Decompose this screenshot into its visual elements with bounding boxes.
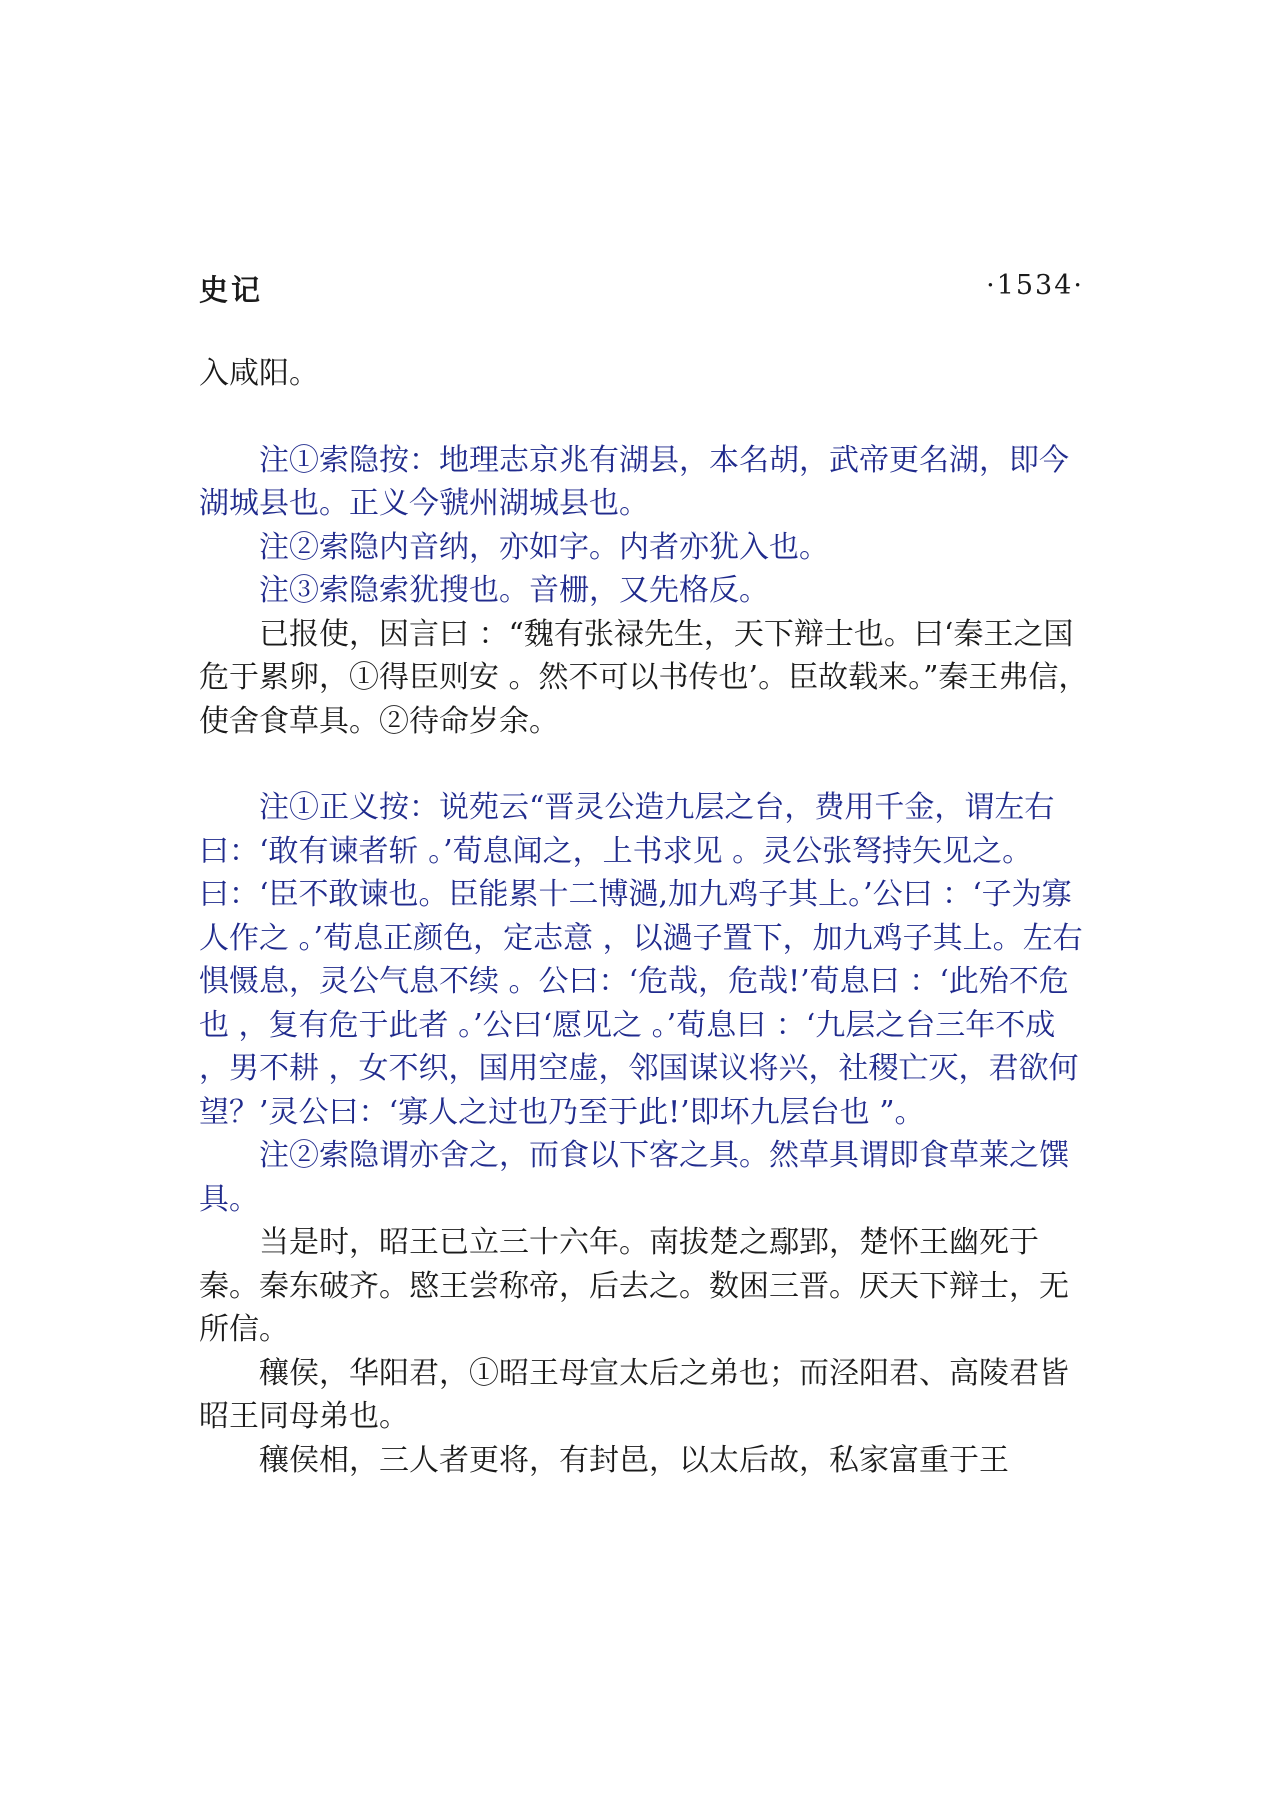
text-paragraph: 穰侯相，三人者更将，有封邑，以太后故，私家富重于王 — [259, 1442, 1009, 1478]
annotation-paragraph: 注②索隐内音纳，亦如字。内者亦犹入也。 — [259, 529, 829, 565]
annotation-paragraph: 注③索隐索犹搜也。音栅，又先格反。 — [259, 573, 769, 608]
text-paragraph: 入咸阳。 — [199, 356, 319, 391]
annotation-paragraph: 注①正义按：说苑云“晋灵公造九层之台，费用千金，谓左右曰：‘敢有谏者斩 。’荀息闻之，上书求见 。灵公张弩持矢见之。曰：‘臣不敢谏也。臣能累十二博濄,加九鸡子其上。’公曰 ：‘子为寡人作之 。’荀息正颜色，定志意 ，以濄子置下，加九鸡子其上。左右惧慑息，灵公气息不续 。公曰：‘危哉，危哉!’荀息曰 ：‘此殆不危也 ，复有危于此者 。’公曰‘愿见之 。’荀息曰 ：‘九层之台三年不成 ，男不耕 ，女不织，国用空虚，邻国谋议将兴，社稷亡灭，君欲何望？’灵公曰：‘寡人之过也乃至于此!’即坏九层台也 ”。 — [199, 790, 1083, 1130]
text-paragraph: 穰侯，华阳君，①昭王母宣太后之弟也；而泾阳君、高陵君皆昭王同母弟也。 — [199, 1355, 1069, 1434]
page-body — [199, 352, 1089, 1482]
paragraph-gap — [199, 743, 1089, 786]
page-number: ·1534· — [986, 270, 1084, 301]
annotation-paragraph: 注①索隐按：地理志京兆有湖县，本名胡，武帝更名湖，即今湖城县也。正义今虢州湖城县也。 — [199, 442, 1069, 521]
book-title: 史记 — [199, 273, 264, 307]
text-paragraph: 已报使，因言曰 ：“魏有张禄先生，天下辩士也。曰‘秦王之国危于累卵，①得臣则安 。然不可以书传也’。臣故载来。”秦王弗信，使舍食草具。②待命岁余。 — [199, 616, 1089, 739]
page-header — [199, 268, 1084, 308]
annotation-paragraph: 注②索隐谓亦舍之，而食以下客之具。然草具谓即食草莱之馔具。 — [199, 1138, 1069, 1217]
text-paragraph: 当是时，昭王已立三十六年。南拔楚之鄢郢，楚怀王幽死于秦。秦东破齐。愍王尝称帝，后去之。数困三晋。厌天下辩士，无所信。 — [199, 1225, 1069, 1347]
paragraph-gap — [199, 396, 1089, 439]
